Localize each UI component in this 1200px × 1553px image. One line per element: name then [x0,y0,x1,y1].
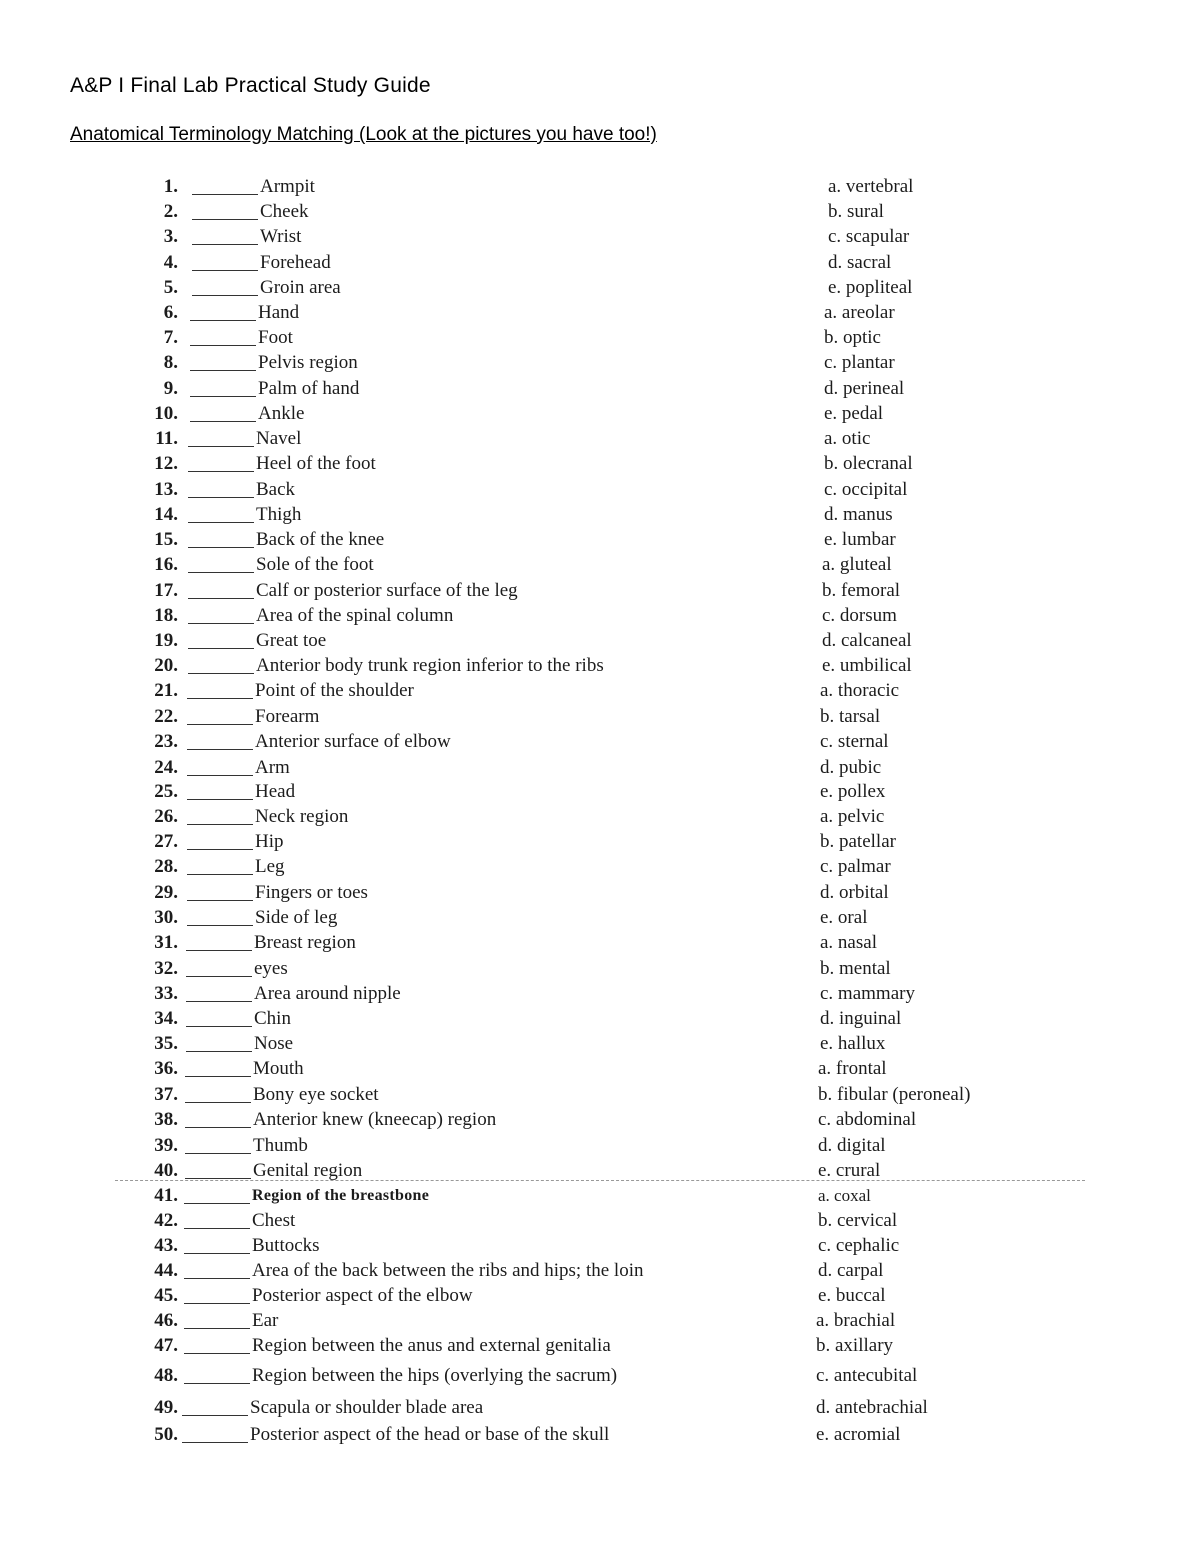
answer-blank[interactable] [188,598,254,599]
matching-item [0,477,1200,502]
answer-blank[interactable] [192,295,258,296]
anatomical-term-option: a. areolar [824,302,895,323]
body-region-term: Pelvis region [258,352,358,373]
answer-blank[interactable] [190,345,256,346]
body-region-term: Anterior body trunk region inferior to the ribs [256,655,604,676]
answer-blank[interactable] [187,849,253,850]
answer-blank[interactable] [186,1026,252,1027]
body-region-term: Palm of hand [258,378,360,399]
item-number: 41. [154,1185,178,1206]
answer-blank[interactable] [187,874,253,875]
item-number: 25. [154,781,178,802]
body-region-term: Hand [258,302,300,323]
anatomical-term-option: a. brachial [816,1310,896,1331]
anatomical-term-option: e. lumbar [824,529,896,550]
answer-blank[interactable] [187,724,253,725]
answer-blank[interactable] [184,1253,250,1254]
matching-item [0,755,1200,780]
matching-item [0,829,1200,854]
body-region-term: Area of the back between the ribs and hips; the loin [252,1260,644,1281]
answer-blank[interactable] [187,900,253,901]
answer-blank[interactable] [184,1303,250,1304]
body-region-term: Buttocks [252,1235,320,1256]
anatomical-term-option: e. popliteal [828,277,913,298]
anatomical-term-option: c. antecubital [816,1365,918,1386]
item-number: 16. [154,554,178,575]
item-number: 2. [163,201,178,222]
anatomical-term-option: d. pubic [820,757,882,778]
answer-blank[interactable] [184,1328,250,1329]
matching-item [0,1183,1200,1208]
matching-item [0,678,1200,703]
matching-item [0,1006,1200,1031]
anatomical-term-option: e. buccal [818,1285,886,1306]
body-region-term: Groin area [260,277,341,298]
anatomical-term-option: d. carpal [818,1260,884,1281]
item-number: 5. [163,277,178,298]
answer-blank[interactable] [187,925,253,926]
anatomical-term-option: d. orbital [820,882,889,903]
matching-item [0,224,1200,249]
body-region-term: Chin [254,1008,291,1029]
item-number: 23. [154,731,178,752]
answer-blank[interactable] [185,1076,251,1077]
anatomical-term-option: e. umbilical [822,655,912,676]
anatomical-term-option: c. plantar [824,352,895,373]
body-region-term: Mouth [253,1058,304,1079]
item-number: 20. [154,655,178,676]
anatomical-term-option: d. inguinal [820,1008,902,1029]
matching-item [0,376,1200,401]
answer-blank[interactable] [192,244,258,245]
anatomical-term-option: b. olecranal [824,453,913,474]
answer-blank[interactable] [188,471,254,472]
answer-blank[interactable] [182,1415,248,1416]
matching-item [0,729,1200,754]
item-number: 34. [154,1008,178,1029]
anatomical-term-option: b. axillary [816,1335,894,1356]
body-region-term: Scapula or shoulder blade area [250,1397,484,1418]
anatomical-term-option: a. frontal [818,1058,887,1079]
answer-blank[interactable] [187,824,253,825]
answer-blank[interactable] [190,396,256,397]
anatomical-term-option: e. pedal [824,403,884,424]
answer-blank[interactable] [188,623,254,624]
matching-item [0,502,1200,527]
matching-item [0,804,1200,829]
anatomical-term-option: c. sternal [820,731,889,752]
matching-item [0,426,1200,451]
anatomical-term-option: b. sural [828,201,884,222]
item-number: 39. [154,1135,178,1156]
answer-blank[interactable] [185,1127,251,1128]
item-number: 29. [154,882,178,903]
anatomical-term-option: a. vertebral [828,176,914,197]
anatomical-term-option: a. pelvic [820,806,885,827]
answer-blank[interactable] [186,950,252,951]
answer-blank[interactable] [188,547,254,548]
body-region-term: Breast region [254,932,356,953]
anatomical-term-option: d. sacral [828,252,892,273]
item-number: 22. [154,706,178,727]
item-number: 26. [154,806,178,827]
answer-blank[interactable] [192,270,258,271]
matching-item [0,1133,1200,1158]
answer-blank[interactable] [186,1001,252,1002]
body-region-term: Ankle [258,403,305,424]
body-region-term: Region of the breastbone [252,1187,430,1204]
answer-blank[interactable] [184,1203,250,1204]
anatomical-term-option: b. cervical [818,1210,898,1231]
anatomical-term-option: b. fibular (peroneal) [818,1084,971,1105]
matching-item [0,527,1200,552]
item-number: 8. [163,352,178,373]
body-region-term: Area around nipple [254,983,401,1004]
answer-blank[interactable] [188,673,254,674]
body-region-term: Chest [252,1210,296,1231]
item-number: 10. [154,403,178,424]
body-region-term: Foot [258,327,293,348]
body-region-term: Forehead [260,252,331,273]
answer-blank[interactable] [185,1153,251,1154]
body-region-term: Bony eye socket [253,1084,379,1105]
body-region-term: Great toe [256,630,327,651]
answer-blank[interactable] [190,320,256,321]
answer-blank[interactable] [186,976,252,977]
matching-item [0,1031,1200,1056]
matching-item [0,880,1200,905]
item-number: 32. [154,958,178,979]
body-region-term: Back of the knee [256,529,385,550]
item-number: 44. [154,1260,178,1281]
item-number: 47. [154,1335,178,1356]
anatomical-term-option: d. calcaneal [822,630,912,651]
item-number: 38. [154,1109,178,1130]
body-region-term: Hip [255,831,284,852]
body-region-term: Fingers or toes [255,882,368,903]
answer-blank[interactable] [184,1353,250,1354]
anatomical-term-option: b. patellar [820,831,896,852]
anatomical-term-option: c. dorsum [822,605,897,626]
matching-item [0,325,1200,350]
answer-blank[interactable] [182,1442,248,1443]
matching-item [0,199,1200,224]
anatomical-term-option: b. femoral [822,580,901,601]
anatomical-term-option: c. cephalic [818,1235,900,1256]
item-number: 17. [154,580,178,601]
matching-item [0,1258,1200,1283]
matching-item [0,930,1200,955]
item-number: 37. [154,1084,178,1105]
body-region-term: Armpit [260,176,315,197]
anatomical-term-option: a. coxal [818,1186,871,1205]
matching-item [0,704,1200,729]
anatomical-term-option: e. oral [820,907,868,928]
matching-item [0,174,1200,199]
item-number: 33. [154,983,178,1004]
body-region-term: Region between the hips (overlying the sacrum) [252,1365,618,1386]
matching-item [0,275,1200,300]
answer-blank[interactable] [187,698,253,699]
body-region-term: Wrist [260,226,302,247]
anatomical-term-option: c. palmar [820,856,891,877]
item-number: 40. [154,1160,178,1181]
anatomical-term-option: a. gluteal [822,554,892,575]
anatomical-term-option: b. optic [824,327,881,348]
anatomical-term-option: e. acromial [816,1424,901,1445]
item-number: 14. [154,504,178,525]
item-number: 24. [154,757,178,778]
section-heading: Anatomical Terminology Matching (Look at the pictures you have too!) [70,124,657,145]
answer-blank[interactable] [185,1102,251,1103]
matching-item [0,1082,1200,1107]
item-number: 48. [154,1365,178,1386]
matching-item [0,1422,1200,1447]
item-number: 4. [163,252,178,273]
matching-item [0,578,1200,603]
page-title: A&P I Final Lab Practical Study Guide [70,74,431,97]
matching-item [0,603,1200,628]
body-region-term: Genital region [253,1160,363,1181]
item-number: 6. [163,302,178,323]
matching-item [0,1233,1200,1258]
body-region-term: Posterior aspect of the head or base of the skull [250,1424,610,1445]
body-region-term: Arm [255,757,290,778]
body-region-term: Area of the spinal column [256,605,454,626]
answer-blank[interactable] [184,1278,250,1279]
anatomical-term-option: c. scapular [828,226,910,247]
body-region-term: Side of leg [255,907,338,928]
body-region-term: eyes [254,958,288,979]
item-number: 15. [154,529,178,550]
matching-item [0,956,1200,981]
matching-item [0,300,1200,325]
body-region-term: Posterior aspect of the elbow [252,1285,473,1306]
body-region-term: Region between the anus and external genitalia [252,1335,611,1356]
matching-item [0,1333,1200,1358]
body-region-term: Neck region [255,806,349,827]
item-number: 11. [155,428,178,449]
answer-blank[interactable] [190,370,256,371]
answer-blank[interactable] [188,446,254,447]
body-region-term: Thumb [253,1135,308,1156]
anatomical-term-option: b. mental [820,958,891,979]
anatomical-term-option: d. perineal [824,378,905,399]
item-number: 35. [154,1033,178,1054]
body-region-term: Navel [256,428,302,449]
body-region-term: Leg [255,856,285,877]
matching-item [0,401,1200,426]
anatomical-term-option: d. manus [824,504,893,525]
matching-item [0,451,1200,476]
body-region-term: Sole of the foot [256,554,374,575]
item-number: 12. [154,453,178,474]
item-number: 50. [154,1424,178,1445]
matching-item [0,779,1200,804]
item-number: 28. [154,856,178,877]
anatomical-term-option: d. antebrachial [816,1397,928,1418]
matching-item [0,1158,1200,1183]
body-region-term: Nose [254,1033,294,1054]
matching-item [0,552,1200,577]
anatomical-term-option: d. digital [818,1135,886,1156]
item-number: 18. [154,605,178,626]
anatomical-term-option: c. mammary [820,983,915,1004]
answer-blank[interactable] [192,219,258,220]
matching-item [0,1395,1200,1420]
answer-blank[interactable] [187,749,253,750]
answer-blank[interactable] [188,648,254,649]
body-region-term: Point of the shoulder [255,680,414,701]
item-number: 19. [154,630,178,651]
matching-item [0,1363,1200,1388]
answer-blank[interactable] [184,1383,250,1384]
body-region-term: Back [256,479,296,500]
answer-blank[interactable] [186,1051,252,1052]
matching-item [0,1283,1200,1308]
matching-item [0,628,1200,653]
matching-item [0,981,1200,1006]
item-number: 7. [163,327,178,348]
item-number: 45. [154,1285,178,1306]
matching-item [0,653,1200,678]
matching-item [0,1308,1200,1333]
answer-blank[interactable] [188,497,254,498]
anatomical-term-option: a. thoracic [820,680,900,701]
anatomical-term-option: e. hallux [820,1033,886,1054]
answer-blank[interactable] [188,522,254,523]
anatomical-term-option: c. occipital [824,479,908,500]
item-number: 3. [163,226,178,247]
matching-item [0,1107,1200,1132]
matching-item [0,905,1200,930]
matching-item [0,854,1200,879]
answer-blank[interactable] [185,1178,251,1179]
answer-blank[interactable] [187,775,253,776]
item-number: 1. [163,176,178,197]
item-number: 13. [154,479,178,500]
item-number: 27. [154,831,178,852]
anatomical-term-option: e. pollex [820,781,886,802]
body-region-term: Head [255,781,296,802]
body-region-term: Cheek [260,201,309,222]
item-number: 31. [154,932,178,953]
answer-blank[interactable] [188,572,254,573]
matching-item [0,1208,1200,1233]
body-region-term: Anterior knew (kneecap) region [253,1109,497,1130]
item-number: 49. [154,1397,178,1418]
matching-item [0,350,1200,375]
item-number: 30. [154,907,178,928]
answer-blank[interactable] [192,194,258,195]
anatomical-term-option: a. otic [824,428,871,449]
item-number: 21. [154,680,178,701]
body-region-term: Forearm [255,706,320,727]
body-region-term: Anterior surface of elbow [255,731,451,752]
item-number: 9. [163,378,178,399]
item-number: 43. [154,1235,178,1256]
answer-blank[interactable] [190,421,256,422]
body-region-term: Heel of the foot [256,453,376,474]
answer-blank[interactable] [184,1228,250,1229]
item-number: 46. [154,1310,178,1331]
matching-item [0,250,1200,275]
body-region-term: Ear [252,1310,279,1331]
anatomical-term-option: e. crural [818,1160,881,1181]
body-region-term: Calf or posterior surface of the leg [256,580,518,601]
answer-blank[interactable] [187,799,253,800]
anatomical-term-option: a. nasal [820,932,877,953]
anatomical-term-option: c. abdominal [818,1109,917,1130]
body-region-term: Thigh [256,504,302,525]
matching-item [0,1056,1200,1081]
item-number: 36. [154,1058,178,1079]
item-number: 42. [154,1210,178,1231]
anatomical-term-option: b. tarsal [820,706,881,727]
